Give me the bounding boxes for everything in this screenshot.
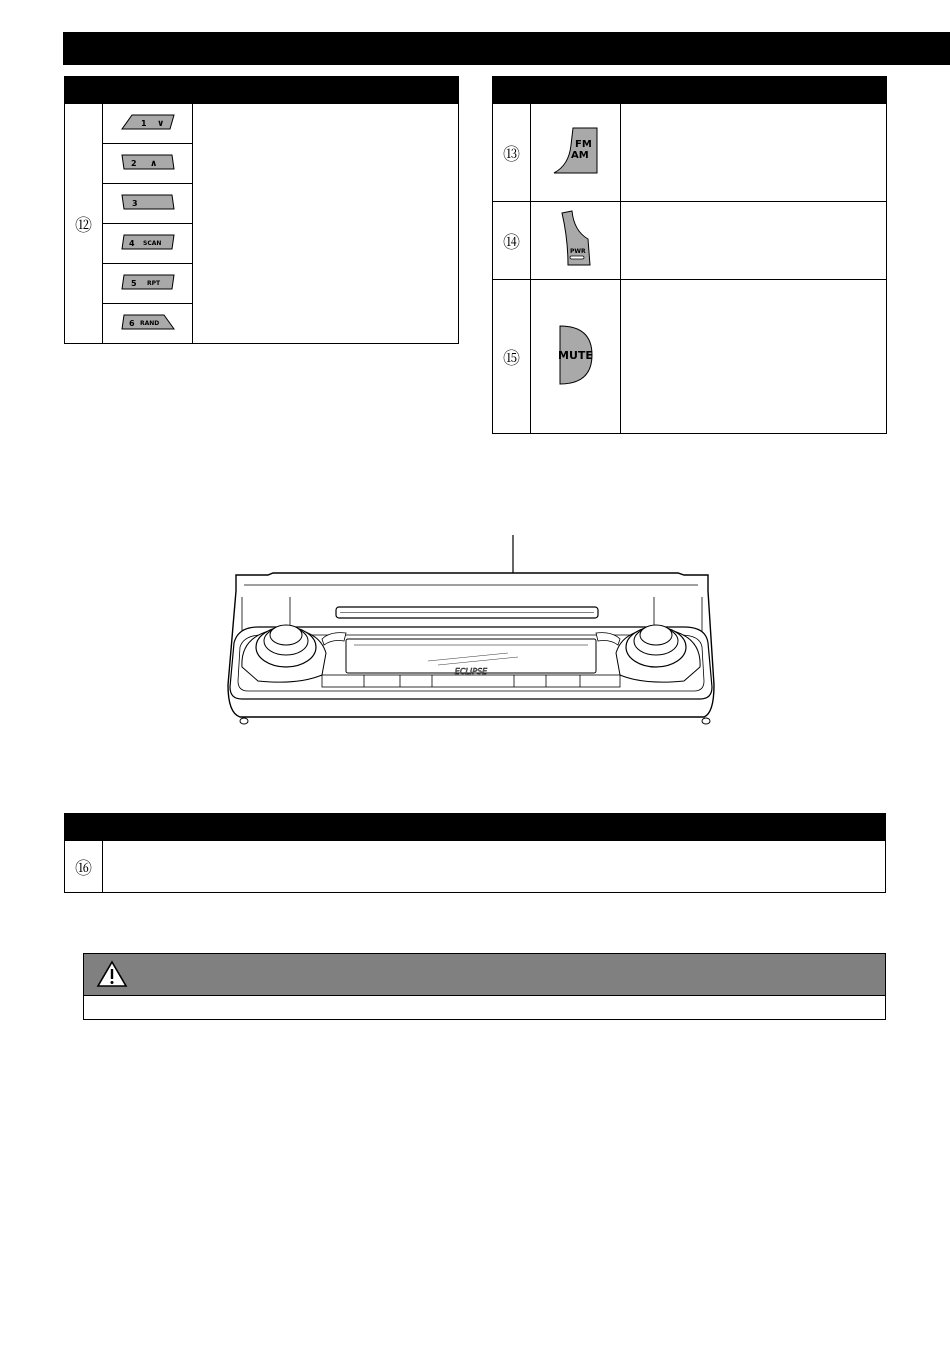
eclipse-logo: ECLIPSE: [454, 667, 488, 676]
svg-text:1: 1: [140, 118, 147, 128]
preset-2-up-icon: [120, 153, 176, 171]
svg-text:3: 3: [131, 198, 138, 208]
header-description: [193, 77, 459, 104]
preset-4-scan-icon: [120, 233, 176, 251]
pwr-button: [531, 202, 621, 280]
warning-box: [83, 953, 886, 1020]
svg-text:AM: AM: [570, 149, 589, 161]
preset-1-down-icon: [120, 113, 176, 131]
preset-3-icon: [120, 193, 176, 211]
svg-text:∧: ∧: [149, 158, 157, 169]
mute-icon: [556, 324, 596, 386]
svg-text:PWR: PWR: [569, 247, 586, 255]
preset-4-button: [103, 224, 193, 264]
mute-button: [531, 280, 621, 434]
preset-6-button: [103, 304, 193, 344]
svg-text:FM: FM: [574, 138, 592, 150]
svg-text:∨: ∨: [156, 118, 164, 129]
row-number: ⑬: [493, 104, 531, 202]
preset-2-button: [103, 144, 193, 184]
header-description: [103, 814, 886, 841]
function-buttons-table: [492, 76, 887, 434]
svg-text:5: 5: [130, 278, 137, 288]
preset-5-rpt-icon: [120, 273, 176, 291]
slot-table: [64, 813, 886, 893]
slot-description: [103, 841, 886, 893]
header-number: [493, 77, 531, 104]
pwr-icon: [556, 209, 596, 269]
fm-am-description: [621, 104, 887, 202]
pwr-description: [621, 202, 887, 280]
row-number: ⑭: [493, 202, 531, 280]
warning-triangle-icon: [96, 960, 128, 988]
header-number: [65, 77, 103, 104]
header-button: [531, 77, 621, 104]
header-number: [65, 814, 103, 841]
svg-text:RAND: RAND: [139, 319, 159, 327]
warning-header: [84, 954, 885, 996]
svg-text:MUTE: MUTE: [557, 348, 593, 362]
preset-6-rand-icon: [120, 313, 176, 331]
svg-text:4: 4: [128, 238, 135, 248]
row-number: ⑮: [493, 280, 531, 434]
preset-1-button: [103, 104, 193, 144]
row-number: ⑫: [65, 104, 103, 344]
preset-3-button: [103, 184, 193, 224]
preset-buttons-table: [64, 76, 459, 344]
svg-text:RPT: RPT: [146, 279, 160, 287]
svg-text:2: 2: [130, 158, 137, 168]
head-unit-illustration: [218, 535, 724, 731]
header-button: [103, 77, 193, 104]
fm-am-icon: [551, 125, 601, 177]
svg-text:SCAN: SCAN: [142, 239, 161, 247]
page-header-bar: [63, 32, 950, 65]
row-number: ⑯: [65, 841, 103, 893]
svg-text:6: 6: [128, 318, 135, 328]
preset-description: [193, 104, 459, 344]
fm-am-button: [531, 104, 621, 202]
header-description: [621, 77, 887, 104]
preset-5-button: [103, 264, 193, 304]
mute-description: [621, 280, 887, 434]
